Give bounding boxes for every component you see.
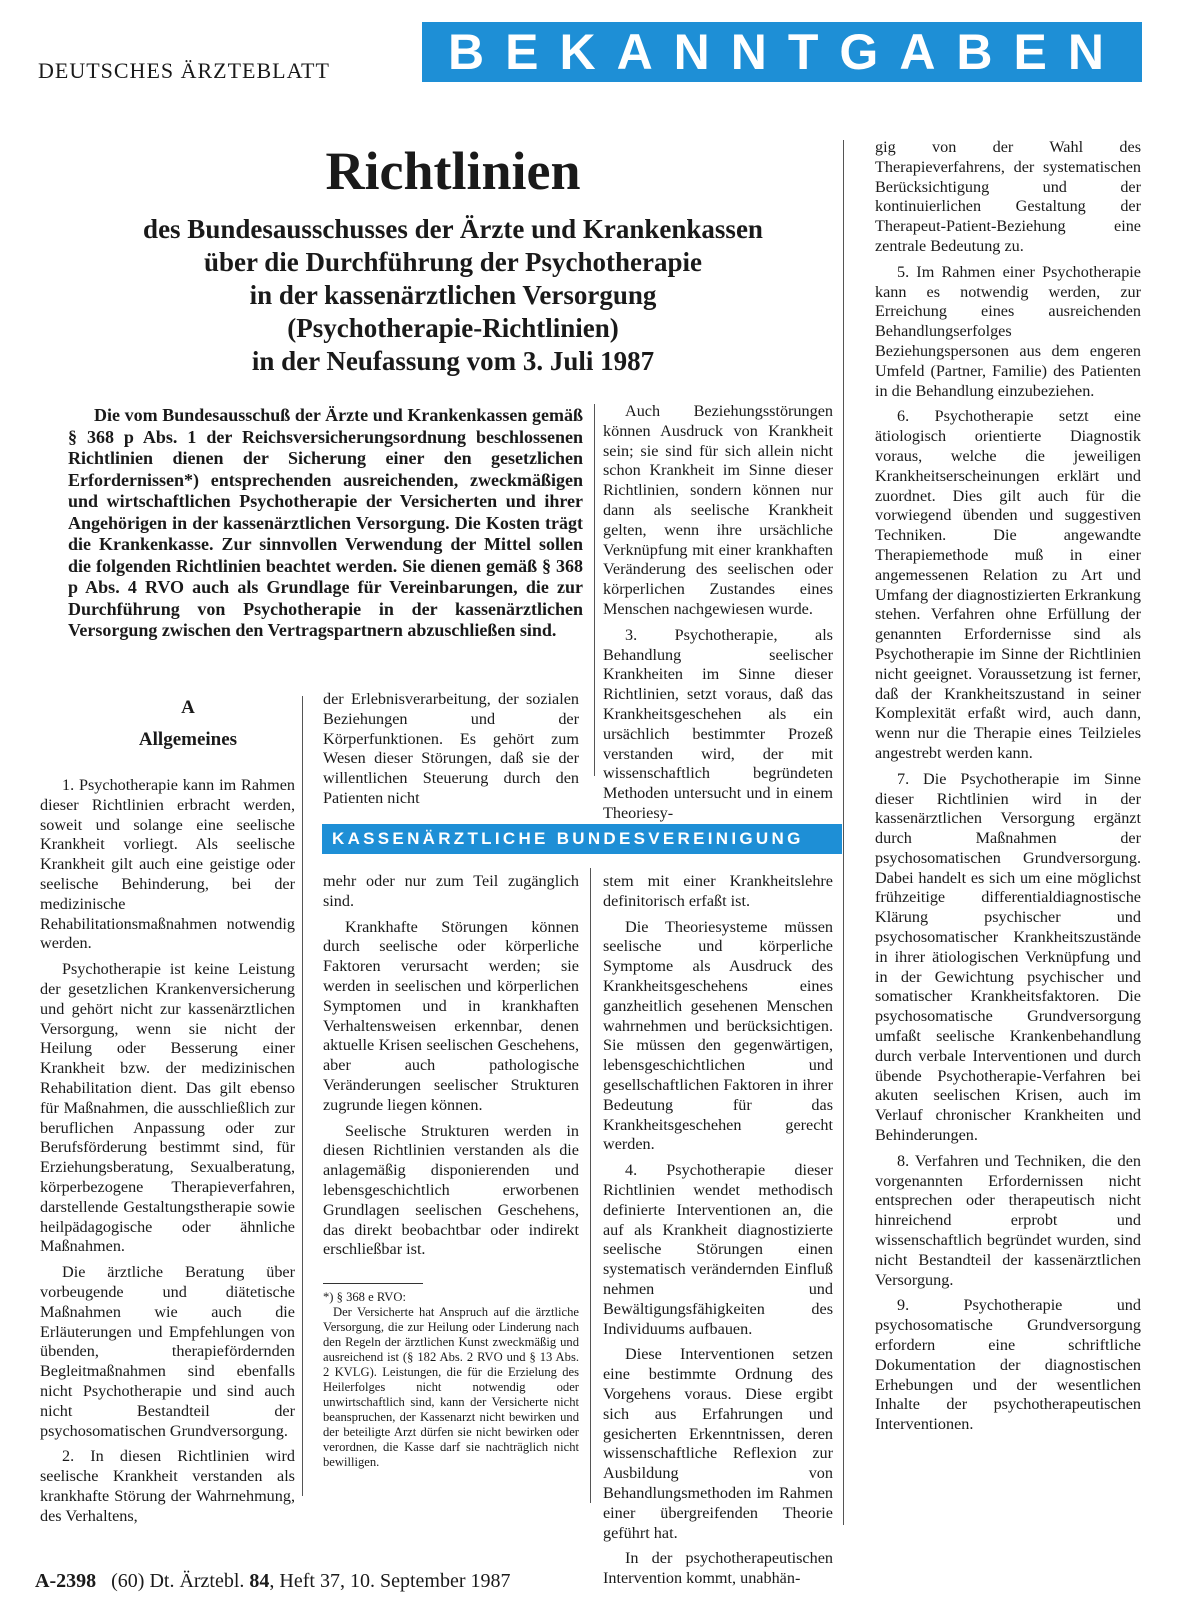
paragraph: 6. Psychotherapie setzt eine ätiologisch orientierte Diagnostik voraus, welche die jeweiligen Krankheitserscheinungen erklärt und zuordnet. Dies gilt auch für die vorwiegend übenden und suggestiven Techniken. Die angewandte Therapiemethode muß in einer angemessenen Relation zu Art und Umfang der diagnostizierten Erkrankung stehen. Verfahren ohne Erfüllung der genannten Erfordernisse sind als Psychotherapie im Sinne der Richtlinien nicht geeignet. Voraussetzung ist ferner, daß der Krankheitszustand in seiner Komplexität erfaßt wird, auch dann, wenn nur die Therapie eines Teilzieles angestrebt werden kann. <box>875 407 1141 762</box>
paragraph: 3. Psychotherapie, als Behandlung seelischer Krankheiten im Sinne dieser Richtlinien, setzt voraus, daß das Krankheitsgeschehen als ein ursächlich bestimmter Prozeß verstanden wird, der mit wissenschaftlich begründeten Methoden untersucht und in einem Theoriesy- <box>603 625 833 822</box>
paragraph: stem mit einer Krankheitslehre definitorisch erfaßt ist. <box>603 872 833 910</box>
page-footer <box>35 1570 511 1593</box>
footnote-text: Der Versicherte hat Anspruch auf die ärztliche Versorgung, die zur Heilung oder Linderung nach den Regeln der ärztlichen Kunst zweckmäßig und ausreichend ist (§ 182 Abs. 2 RVO und § 13 Abs. 2 KVLG). Leistungen, die für die Erzielung des Heilerfolges nicht notwendig oder unwirtschaftlich sind, kann der Versicherte nicht beanspruchen, der Kassenarzt nicht bewirken und der beteiligte Arzt dürfen sie nicht bewirken oder verordnen, die Kasse darf sie nachträglich nicht bewilligen. <box>323 1305 579 1469</box>
column-divider <box>590 868 591 1503</box>
section-title: Allgemeines <box>138 729 238 750</box>
footnote <box>323 1290 579 1470</box>
section-banner: BEKANNTGABEN <box>422 22 1142 82</box>
paragraph: 5. Im Rahmen einer Psychotherapie kann es notwendig werden, zur Erreichung eines ausreichenden Behandlungserfolges Beziehungspersonen aus dem engeren Umfeld (Partner, Familie) des Patienten in die Behandlung einzubeziehen. <box>875 262 1141 400</box>
intro-paragraph: Die vom Bundesausschuß der Ärzte und Krankenkassen gemäß § 368 p Abs. 1 der Reichsversicherungsordnung beschlossenen Richtlinien dienen der Sicherung einer den gesetzlichen Erfordernissen*) entsprechenden ausreichenden, zweckmäßigen und wirtschaftlichen Psychotherapie der Versicherten und ihrer Angehörigen in der kassenärztlichen Versorgung. Die Kosten trägt die Krankenkasse. Zur sinnvollen Verwendung der Mittel sollen die folgenden Richtlinien beachtet werden. Sie dienen gemäß § 368 p Abs. 4 RVO auch als Grundlage für Vereinbarungen, die zur Durchführung von Psychotherapie in der kassenärztlichen Versorgung zwischen den Vertragspartnern abzuschließen sind. <box>68 405 583 640</box>
page-code: A-2398 <box>35 1570 97 1592</box>
paragraph: Psychotherapie ist keine Leistung der gesetzlichen Krankenversicherung und gehört nicht zur kassenärztlichen Versorgung, wenn sie nicht der Heilung oder Besserung einer Krankheit bzw. der medizinischen Rehabilitation dient. Das gilt ebenso für Maßnahmen, die ausschließlich zur beruflichen Anpassung oder zur Berufsförderung bestimmt sind, für Erziehungsberatung, Sexualberatung, körperbezogene Therapieverfahren, darstellende Gestaltungstherapie sowie heilpädagogische oder ähnliche Maßnahmen. <box>40 960 295 1256</box>
paragraph: der Erlebnisverarbeitung, der sozialen Beziehungen und der Körperfunktionen. Es gehört zum Wesen dieser Störungen, daß sie der willentlichen Steuerung durch den Patienten nicht <box>323 690 579 807</box>
paragraph: Krankhafte Störungen können durch seelische oder körperliche Faktoren verursacht werden; sie werden in seelischen und körperlichen Symptomen und in krankhaften Verhaltensweisen erkennbar, denen aktuelle Krisen seelischen Geschehens, aber auch pathologische Veränderungen seelischer Strukturen zugrunde liegen können. <box>323 917 579 1114</box>
section-heading <box>88 692 288 756</box>
column-4 <box>875 138 1141 1435</box>
subtitle <box>40 213 866 378</box>
column-2-bottom <box>323 872 579 1260</box>
paragraph: 1. Psychotherapie kann im Rahmen dieser Richtlinien erbracht werden, soweit und solange eine seelische Krankheit vorliegt. Als seelische Krankheit gilt auch eine geistige oder seelische Behinderung, bei der medizinische Rehabilitationsmaßnahmen notwendig werden. <box>40 776 295 953</box>
journal-name: Dt. Ärztebl. <box>149 1570 245 1592</box>
paragraph: Auch Beziehungsstörungen können Ausdruck von Krankheit sein; sie sind für sich allein nicht schon Krankheit im Sinne dieser Richtlinien, sondern können nur dann als seelische Krankheit gelten, wenn ihre ursächliche Verknüpfung mit einer krankhaften Veränderung des seelischen oder körperlichen Zustandes eines Menschen nachgewiesen wurde. <box>603 402 833 618</box>
journal-volume: 84 <box>249 1570 270 1592</box>
page-title: Richtlinien <box>325 141 581 201</box>
paragraph: mehr oder nur zum Teil zugänglich sind. <box>323 872 579 910</box>
paragraph: 4. Psychotherapie dieser Richtlinien wendet methodisch definierte Interventionen an, die auf als Krankheit diagnostizierte seelische Störungen einen systematisch verändernden Einfluß nehmen und Bewältigungsfähigkeiten des Individuums aufbauen. <box>603 1161 833 1338</box>
subtitle-line: in der Neufassung vom 3. Juli 1987 <box>251 346 655 376</box>
section-letter: A <box>181 697 195 718</box>
paragraph: Seelische Strukturen werden in diesen Richtlinien verstanden als die anlagemäßig disponierenden und lebensgeschichtlich erworbenen Grundlagen seelischen Geschehens, das direkt beobachtbar oder indirekt erschließbar ist. <box>323 1121 579 1259</box>
column-divider <box>843 140 844 1525</box>
column-3-bottom <box>603 872 833 1589</box>
column-1 <box>40 776 295 1526</box>
subtitle-line: über die Durchführung der Psychotherapie <box>203 247 703 277</box>
subtitle-line: (Psychotherapie-Richtlinien) <box>287 313 619 343</box>
footnote-rule <box>323 1283 423 1284</box>
subtitle-line: in der kassenärztlichen Versorgung <box>249 280 657 310</box>
paragraph: In der psychotherapeutischen Intervention kommt, unabhän- <box>603 1549 833 1588</box>
masthead: DEUTSCHES ÄRZTEBLATT <box>38 58 330 83</box>
column-2-top <box>323 690 579 809</box>
footnote-marker: *) § 368 e RVO: <box>323 1290 406 1304</box>
paragraph: gig von der Wahl des Therapieverfahrens, der systematischen Berücksichtigung und der kontinuierlichen Gestaltung der Therapeut-Patient-Beziehung eine zentrale Bedeutung zu. <box>875 138 1141 255</box>
paragraph: Die Theoriesysteme müssen seelische und körperliche Symptome als Ausdruck des Krankheitsgeschehens eines ganzheitlich gesehenen Menschen wahrnehmen und berücksichtigen. Sie müssen den gegenwärtigen, lebensgeschichtlichen und gesellschaftlichen Faktoren in ihrer Bedeutung für das Krankheitsgeschehen gerecht werden. <box>603 917 833 1154</box>
kbv-banner: KASSENÄRZTLICHE BUNDESVEREINIGUNG <box>322 824 842 854</box>
paragraph: 8. Verfahren und Techniken, die den vorgenannten Erfordernissen nicht entsprechen oder therapeutisch nicht hinreichend erprobt und wissenschaftlich begründet wurden, sind nicht Bestandteil der kassenärztlichen Versorgung. <box>875 1151 1141 1289</box>
column-3-top <box>603 402 833 824</box>
paragraph: Die ärztliche Beratung über vorbeugende und diätetische Maßnahmen wie auch die Erläuterungen und Empfehlungen von übenden, therapiefördernden Begleitmaßnahmen sind ebenfalls nicht Psychotherapie und sind auch nicht Bestandteil der psychosomatischen Grundversorgung. <box>40 1263 295 1440</box>
column-divider <box>594 404 595 776</box>
paragraph: 2. In diesen Richtlinien wird seelische Krankheit verstanden als krankhafte Störung der Wahrnehmung, des Verhaltens, <box>40 1447 295 1525</box>
column-divider <box>302 696 303 1496</box>
page-number: (60) <box>111 1570 145 1592</box>
paragraph: Diese Interventionen setzen eine bestimmte Ordnung des Vorgehens voraus. Diese ergibt sich aus Erfahrungen und gesicherten Erkenntnissen, deren wissenschaftliche Reflexion zur Ausbildung von Behandlungsmethoden im Rahmen einer übergreifenden Theorie geführt hat. <box>603 1345 833 1542</box>
paragraph: 9. Psychotherapie und psychosomatische Grundversorgung erfordern eine schriftliche Dokumentation der diagnostischen Erhebungen und der wesentlichen Inhalte der psychotherapeutischen Interventionen. <box>875 1296 1141 1434</box>
subtitle-line: des Bundesausschusses der Ärzte und Krankenkassen <box>143 214 763 244</box>
journal-issue: , Heft 37, 10. September 1987 <box>269 1570 511 1592</box>
paragraph: 7. Die Psychotherapie im Sinne dieser Richtlinien wird in der kassenärztlichen Versorgung ergänzt durch Maßnahmen der psychosomatischen Grundversorgung. Dabei handelt es sich um eine möglichst frühzeitige differentialdiagnostische Klärung psychischer und psychosomatischer Krankheitszustände in ihrer ätiologischen Verknüpfung und in der Gewichtung psychischer und somatischer Krankheitsfaktoren. Die psychosomatische Grundversorgung umfaßt seelische Krankenbehandlung durch verbale Interventionen und durch übende Psychotherapie-Verfahren bei akuten seelischen Krisen, auch im Verlauf chronischer Krankheiten und Behinderungen. <box>875 769 1141 1145</box>
